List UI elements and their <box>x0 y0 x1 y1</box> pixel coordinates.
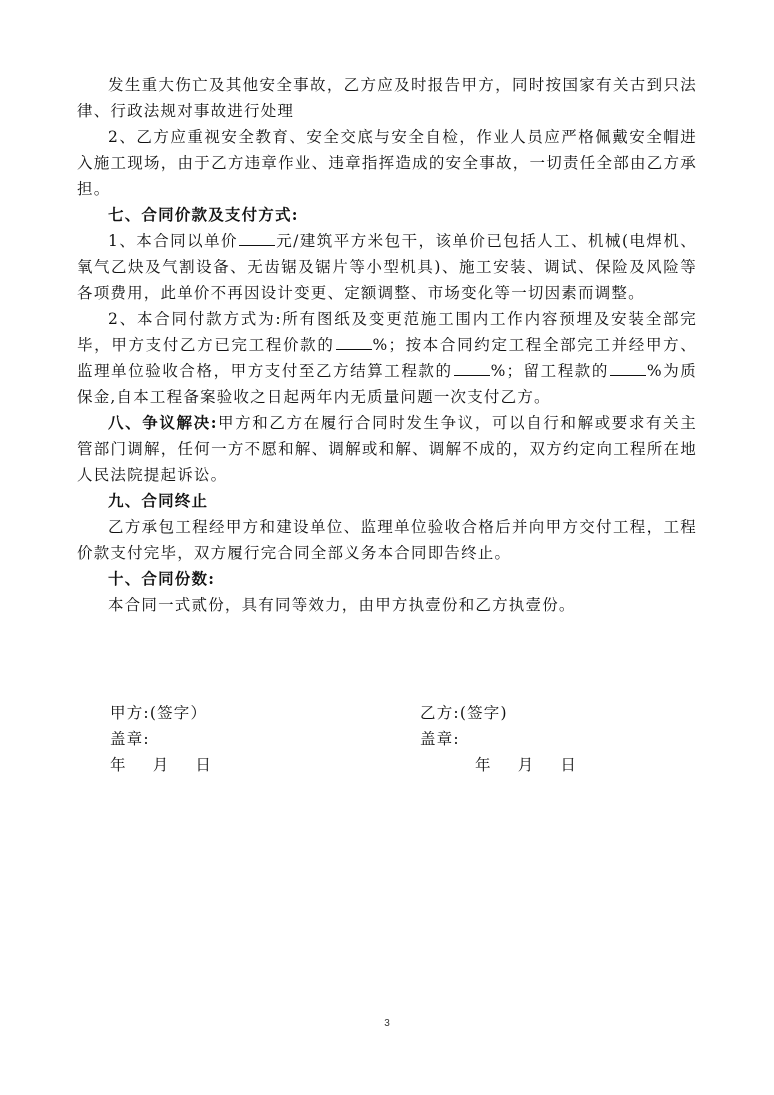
party-a-date <box>110 752 238 778</box>
section-heading-price-payment: 七、合同价款及支付方式: <box>108 205 299 224</box>
party-b-date <box>420 752 603 778</box>
payment-percent-blank-3 <box>610 361 646 376</box>
unit-price-blank <box>239 231 275 246</box>
section-heading-copies: 十、合同份数: <box>108 569 216 588</box>
payment-text-b: %；按本合同约定工程全部完工并经甲方、监理单位验收合格，甲方支付至乙方结算工程款的 <box>77 336 697 380</box>
party-b-signature <box>420 700 603 778</box>
paragraph-accident-report: 发生重大伤亡及其他安全事故，乙方应及时报告甲方，同时按国家有关古到只法律、行政法规对事故进行处理 <box>77 76 697 120</box>
day-label: 日 <box>560 756 578 774</box>
year-label: 年 <box>475 756 492 774</box>
paragraph-dispute-resolution <box>77 410 697 488</box>
paragraph-copies: 本合同一式贰份，具有同等效力，由甲方执壹份和乙方执壹份。 <box>108 596 576 614</box>
paragraph-safety-education: 2、乙方应重视安全教育、安全交底与安全自检，作业人员应严格佩戴安全帽进入施工现场，由于乙方违章作业、违章指挥造成的安全事故，一切责任全部由乙方承担。 <box>77 128 697 198</box>
paragraph-termination: 乙方承包工程经甲方和建设单位、监理单位验收合格后并向甲方交付工程，工程价款支付完毕，双方履行完合同全部义务本合同即告终止。 <box>77 518 697 562</box>
party-b-sign-label: 乙方:(签字) <box>420 704 508 722</box>
month-label: 月 <box>517 756 535 774</box>
dispute-text: 甲方和乙方在履行合同时发生争议，可以自行和解或要求有关主管部门调解，任何一方不愿和解、调解或和解、调解不成的，双方约定向工程所在地人民法院提起诉讼。 <box>77 414 697 484</box>
payment-percent-blank-2 <box>454 361 490 376</box>
paragraph-payment-method <box>77 306 697 410</box>
contract-body <box>77 72 697 618</box>
unit-price-text-a: 1、本合同以单价 <box>108 232 238 250</box>
payment-percent-blank-1 <box>336 335 372 350</box>
unit-price-text-b: 元/建筑平方米包干，该单价已包括人工、机械(电焊机、氧气乙炔及气割设备、无齿锯及锯片等小型机具)、施工安装、调试、保险及风险等各项费用，此单价不再因设计变更、定额调整、市场变化等一切因素而调整。 <box>77 232 697 302</box>
section-heading-termination: 九、合同终止 <box>108 491 209 510</box>
party-a-signature <box>110 700 238 778</box>
year-label: 年 <box>110 756 127 774</box>
month-label: 月 <box>152 756 170 774</box>
party-b-seal-label: 盖章: <box>420 730 460 748</box>
page-number: 3 <box>384 1018 390 1029</box>
party-a-seal-label: 盖章: <box>110 730 150 748</box>
section-heading-dispute: 八、争议解决: <box>108 413 218 432</box>
payment-text-a: 2、本合同付款方式为:所有图纸及变更范施工围内工作内容预埋及安装全部完毕，甲方支付乙方已完工程价款的 <box>77 310 697 354</box>
payment-text-c: %；留工程款的 <box>490 362 609 380</box>
day-label: 日 <box>195 756 213 774</box>
party-a-sign-label: 甲方:(签字） <box>110 704 208 722</box>
payment-text-d: %为质保金,自本工程备案验收之日起两年内无质量问题一次支付乙方。 <box>77 362 697 406</box>
paragraph-unit-price <box>77 228 697 306</box>
